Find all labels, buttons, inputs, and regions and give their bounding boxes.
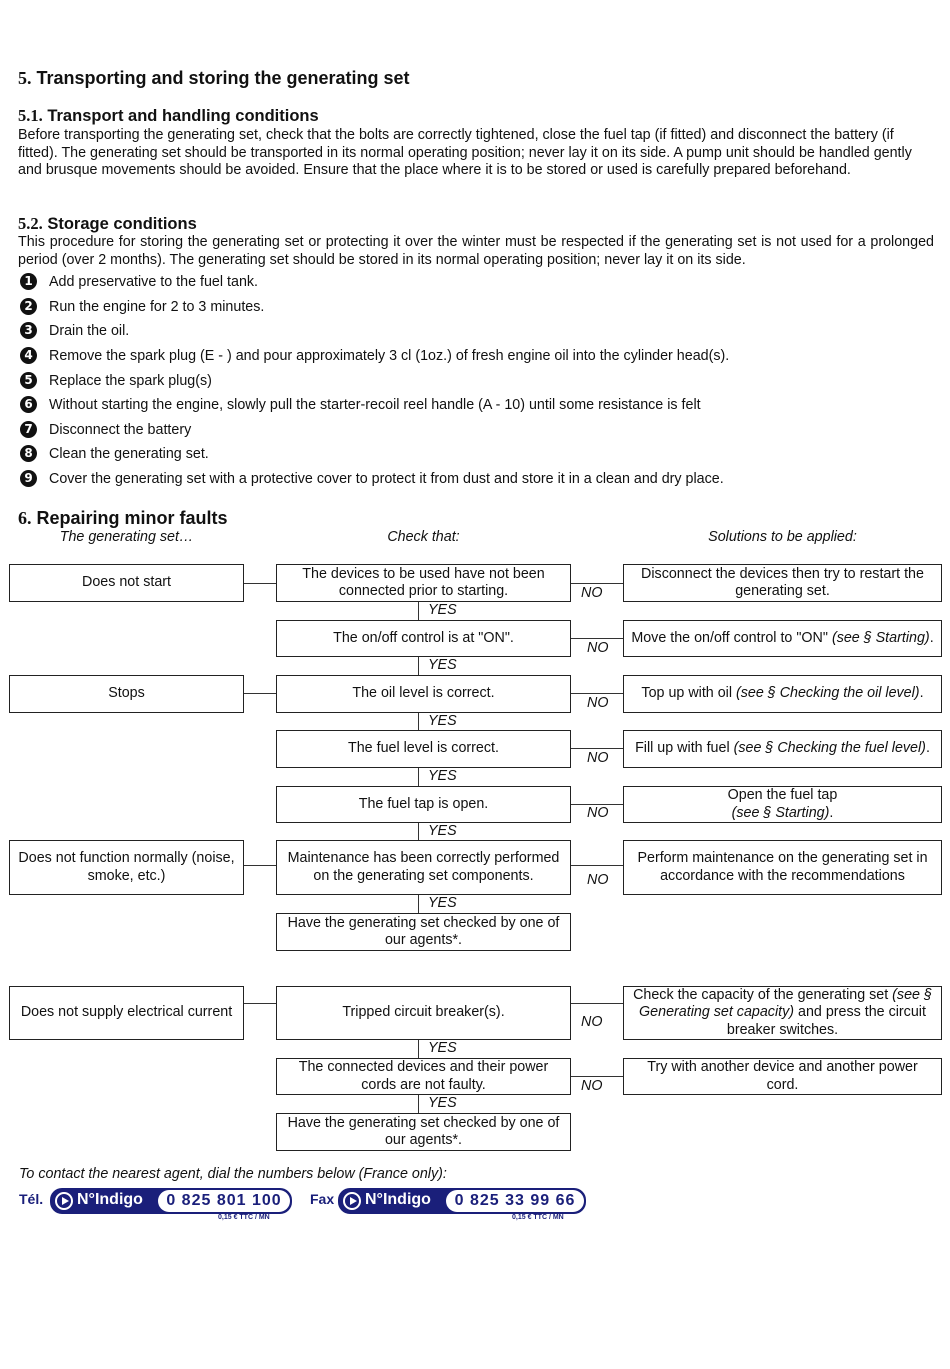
solution-box: Move the on/off control to "ON" (see § Starting). bbox=[623, 620, 942, 657]
symptom-box: Does not function normally (noise, smoke, etc.) bbox=[9, 840, 244, 895]
column-header-solution: Solutions to be applied: bbox=[708, 529, 857, 545]
yes-connector bbox=[418, 1040, 419, 1058]
section-5-2-title: 5.2. Storage conditions bbox=[18, 214, 197, 233]
tel-price: 0,15 € TTC / MN bbox=[218, 1214, 270, 1221]
step-number-icon: 3 bbox=[20, 322, 37, 339]
brand-label: N°Indigo bbox=[365, 1191, 431, 1208]
play-icon bbox=[55, 1192, 73, 1210]
check-box: The fuel tap is open. bbox=[276, 786, 571, 823]
step-number-icon: 2 bbox=[20, 298, 37, 315]
solution-box: Fill up with fuel (see § Checking the fuel level). bbox=[623, 730, 942, 768]
fax-label: Fax bbox=[310, 1191, 335, 1207]
fax-badge[interactable] bbox=[338, 1188, 586, 1214]
contact-note: To contact the nearest agent, dial the numbers below (France only): bbox=[19, 1166, 447, 1182]
symptom-box: Does not supply electrical current bbox=[9, 986, 244, 1040]
no-connector bbox=[571, 1076, 623, 1077]
connector-line bbox=[244, 583, 276, 584]
step-number-icon: 7 bbox=[20, 421, 37, 438]
yes-label: YES bbox=[428, 602, 457, 618]
yes-label: YES bbox=[428, 713, 457, 729]
no-label: NO bbox=[587, 805, 609, 821]
tel-label: Tél. bbox=[19, 1191, 44, 1207]
yes-connector bbox=[418, 1095, 419, 1113]
symptom-box: Stops bbox=[9, 675, 244, 713]
no-label: NO bbox=[587, 695, 609, 711]
solution-box: Top up with oil (see § Checking the oil level). bbox=[623, 675, 942, 713]
check-box: The devices to be used have not been connected prior to starting. bbox=[276, 564, 571, 602]
fax-price: 0,15 € TTC / MN bbox=[512, 1214, 564, 1221]
solution-box: Check the capacity of the generating set (see § Generating set capacity) and press the circuit breaker switches. bbox=[623, 986, 942, 1040]
no-connector bbox=[571, 1003, 623, 1004]
yes-connector bbox=[418, 602, 419, 620]
yes-connector bbox=[418, 713, 419, 730]
check-box: The fuel level is correct. bbox=[276, 730, 571, 768]
check-box: The connected devices and their power cords are not faulty. bbox=[276, 1058, 571, 1095]
yes-label: YES bbox=[428, 657, 457, 673]
yes-connector bbox=[418, 823, 419, 840]
connector-line bbox=[244, 1003, 276, 1004]
connector-line bbox=[244, 693, 276, 694]
no-label: NO bbox=[581, 1014, 603, 1030]
step-number-icon: 8 bbox=[20, 445, 37, 462]
tel-number[interactable]: 0 825 801 100 bbox=[158, 1190, 290, 1212]
check-box: Maintenance has been correctly performed on the generating set components. bbox=[276, 840, 571, 895]
no-connector bbox=[571, 583, 623, 584]
fax-number[interactable]: 0 825 33 99 66 bbox=[446, 1190, 584, 1212]
connector-line bbox=[244, 865, 276, 866]
yes-connector bbox=[418, 657, 419, 675]
step-number-icon: 4 bbox=[20, 347, 37, 364]
solution-box: Perform maintenance on the generating set in accordance with the recommendations bbox=[623, 840, 942, 895]
step-number-icon: 9 bbox=[20, 470, 37, 487]
check-box: Have the generating set checked by one of our agents*. bbox=[276, 913, 571, 951]
no-label: NO bbox=[587, 640, 609, 656]
no-label: NO bbox=[581, 1078, 603, 1094]
solution-box: Disconnect the devices then try to restart the generating set. bbox=[623, 564, 942, 602]
section-5-1-text: Before transporting the generating set, check that the bolts are correctly tightened, close the fuel tap (if fitted) and disconnect the battery (if fitted). The generating set should be transported in its normal operating position; never lay it on its side. A pump unit should be handled gently and brusque movements should be avoided. Ensure that the place where it is to be stored or used is carefully prepared beforehand. bbox=[18, 127, 912, 179]
solution-box: Try with another device and another power cord. bbox=[623, 1058, 942, 1095]
check-box: The on/off control is at "ON". bbox=[276, 620, 571, 657]
section-5-1-title: 5.1. Transport and handling conditions bbox=[18, 106, 319, 125]
symptom-box: Does not start bbox=[9, 564, 244, 602]
no-connector bbox=[571, 693, 623, 694]
section-6-title: 6. Repairing minor faults bbox=[18, 508, 228, 528]
yes-connector bbox=[418, 768, 419, 786]
check-box: The oil level is correct. bbox=[276, 675, 571, 713]
section-5-2-text: This procedure for storing the generating set or protecting it over the winter must be respected if the generating set is not used for a prolonged period (over 2 months). The generating set should be stored in its normal operating position; never lay it on its side. bbox=[18, 234, 934, 268]
tel-badge[interactable] bbox=[50, 1188, 292, 1214]
no-connector bbox=[571, 638, 623, 639]
column-header-symptom: The generating set… bbox=[59, 529, 194, 545]
yes-label: YES bbox=[428, 768, 457, 784]
check-box: Have the generating set checked by one of our agents*. bbox=[276, 1113, 571, 1151]
yes-connector bbox=[418, 895, 419, 913]
no-label: NO bbox=[581, 585, 603, 601]
brand-label: N°Indigo bbox=[77, 1191, 143, 1208]
section-5-title: 5. Transporting and storing the generating set bbox=[18, 68, 410, 88]
no-connector bbox=[571, 865, 623, 866]
step-number-icon: 1 bbox=[20, 273, 37, 290]
yes-label: YES bbox=[428, 1040, 457, 1056]
column-header-check: Check that: bbox=[387, 529, 460, 545]
yes-label: YES bbox=[428, 895, 457, 911]
yes-label: YES bbox=[428, 1095, 457, 1111]
play-icon bbox=[343, 1192, 361, 1210]
solution-box: Open the fuel tap (see § Starting). bbox=[623, 786, 942, 823]
check-box: Tripped circuit breaker(s). bbox=[276, 986, 571, 1040]
step-number-icon: 5 bbox=[20, 372, 37, 389]
no-connector bbox=[571, 748, 623, 749]
no-label: NO bbox=[587, 872, 609, 888]
no-label: NO bbox=[587, 750, 609, 766]
step-number-icon: 6 bbox=[20, 396, 37, 413]
yes-label: YES bbox=[428, 823, 457, 839]
